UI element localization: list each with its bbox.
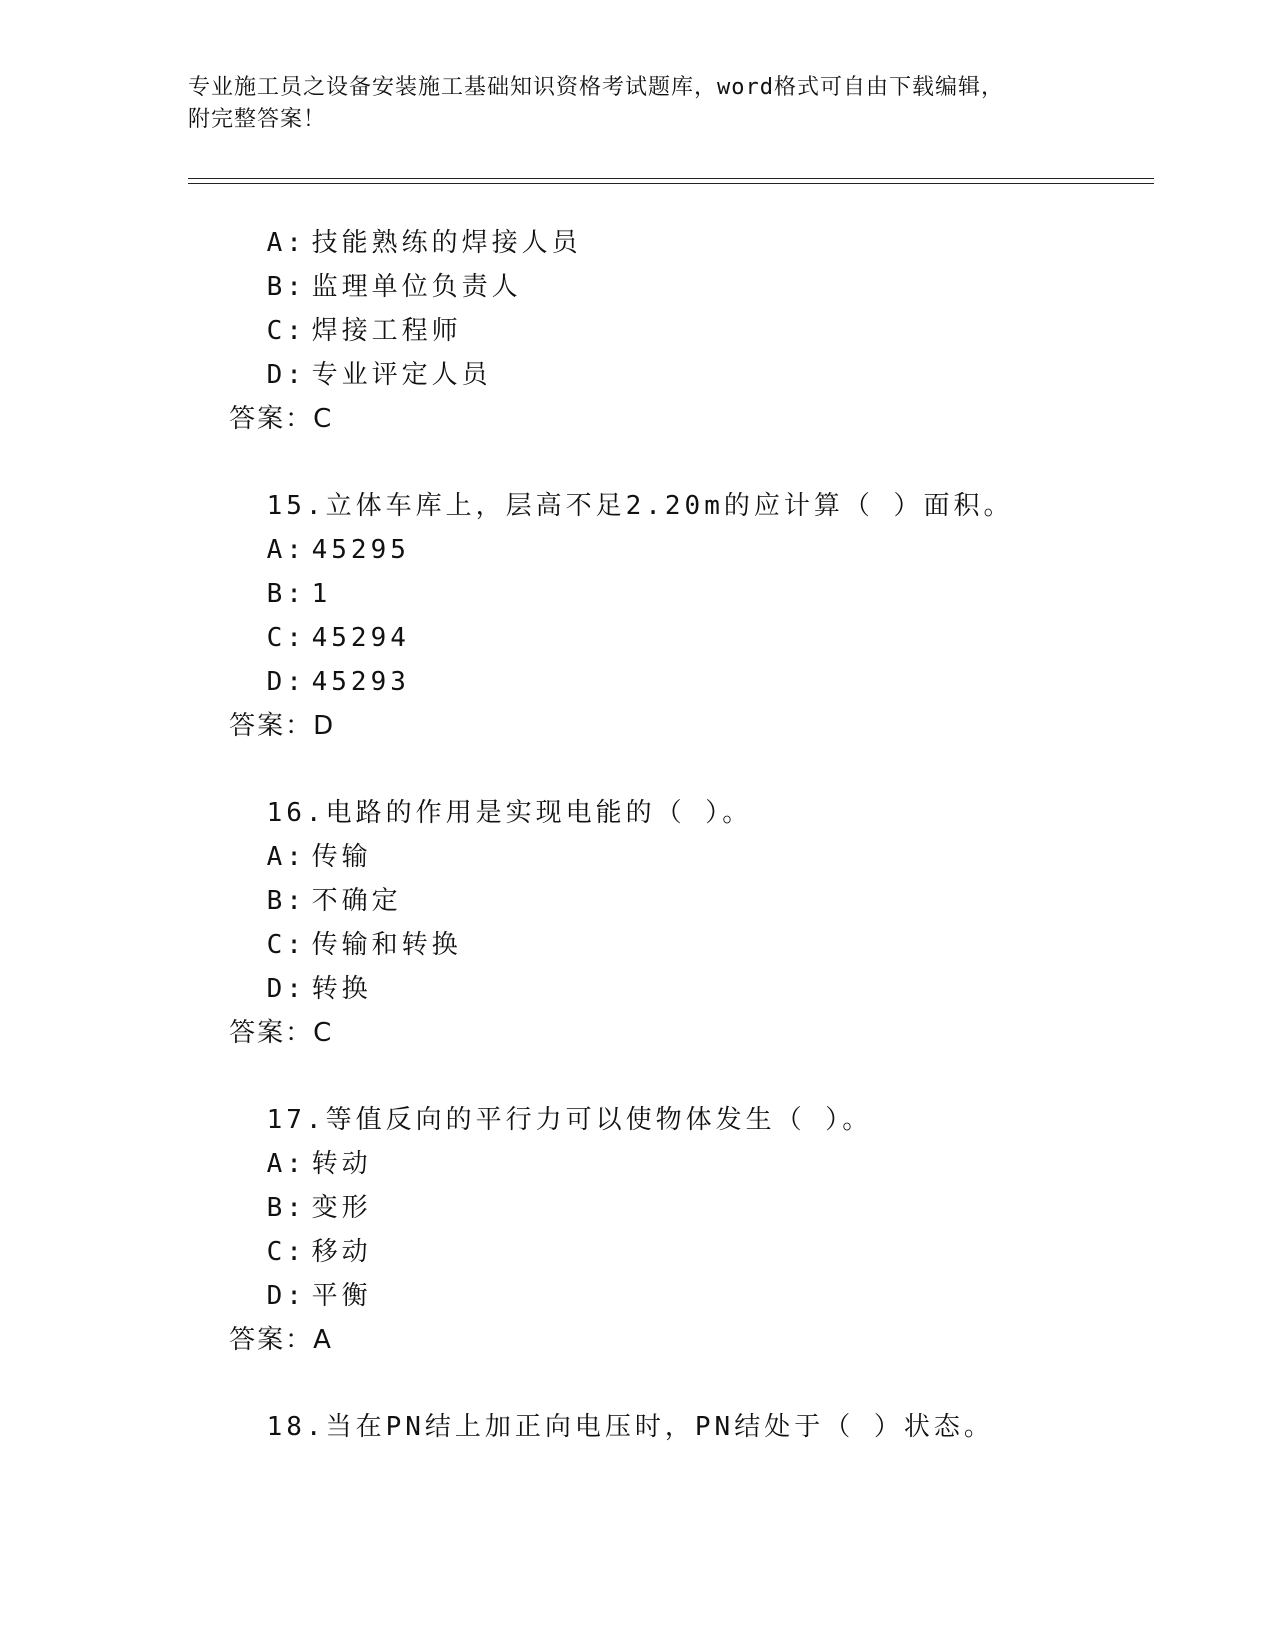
option-b [188,1157,372,1223]
option-b [188,236,522,302]
answer [188,675,336,741]
question-number: 17. [266,1105,326,1135]
option-text: 监理单位负责人 [311,272,522,302]
option-label: B: [266,886,306,916]
option-a [188,192,582,258]
option-text: 不确定 [311,886,402,916]
option-label: C: [266,623,306,653]
answer-value: C [313,1018,334,1048]
option-text: 平衡 [311,1281,372,1311]
answer-label: 答案： [229,404,314,434]
option-text: 传输 [311,842,372,872]
option-b [188,543,332,609]
option-label: A: [266,1149,306,1179]
question-number: 15. [266,491,326,521]
answer-label: 答案： [229,711,314,741]
option-a [188,1113,372,1179]
option-text: 45293 [311,667,410,697]
option-label: D: [266,1281,306,1311]
option-label: A: [266,535,306,565]
option-text: 变形 [311,1193,372,1223]
option-label: B: [266,272,306,302]
answer [188,982,334,1048]
option-text: 45295 [311,535,410,565]
option-a [188,499,410,565]
option-label: B: [266,1193,306,1223]
option-text: 转换 [311,974,372,1004]
option-text: 45294 [311,623,410,653]
option-b [188,850,402,916]
option-label: A: [266,842,306,872]
question-text: 电路的作用是实现电能的（ ）。 [325,798,753,828]
option-label: C: [266,316,306,346]
option-c [188,1201,372,1267]
question-15 [188,455,1014,521]
option-c [188,894,462,960]
header-divider-top [188,178,1154,179]
option-label: D: [266,974,306,1004]
answer-label: 答案： [229,1018,314,1048]
option-c [188,587,410,653]
option-label: D: [266,667,306,697]
option-label: A: [266,228,306,258]
option-text: 技能熟练的焊接人员 [311,228,582,258]
option-d [188,631,410,697]
option-text: 专业评定人员 [311,360,492,390]
option-d [188,324,492,390]
answer [188,368,334,434]
answer-value: A [313,1325,333,1355]
header-divider-bottom [188,183,1154,184]
header-line-1: 专业施工员之设备安装施工基础知识资格考试题库，word格式可自由下载编辑， [188,75,1004,100]
answer-value: D [313,711,336,741]
answer-value: C [313,404,334,434]
option-text: 转动 [311,1149,372,1179]
option-d [188,938,372,1004]
question-text: 等值反向的平行力可以使物体发生（ ）。 [325,1105,873,1135]
question-number: 18. [266,1412,326,1442]
header-line-2: 附完整答案！ [188,107,327,132]
answer [188,1289,333,1355]
option-label: D: [266,360,306,390]
option-a [188,806,372,872]
question-number: 16. [266,798,326,828]
option-text: 移动 [311,1237,372,1267]
question-18 [188,1376,994,1442]
option-text: 1 [311,579,332,609]
option-label: C: [266,1237,306,1267]
answer-label: 答案： [229,1325,314,1355]
option-label: B: [266,579,306,609]
question-17 [188,1069,873,1135]
option-d [188,1245,372,1311]
question-16 [188,762,753,828]
document-header [188,72,1088,136]
option-label: C: [266,930,306,960]
question-text: 立体车库上，层高不足2.20m的应计算（ ）面积。 [325,491,1014,521]
option-c [188,280,462,346]
option-text: 焊接工程师 [311,316,462,346]
option-text: 传输和转换 [311,930,462,960]
question-text: 当在PN结上加正向电压时，PN结处于（ ）状态。 [325,1412,994,1442]
